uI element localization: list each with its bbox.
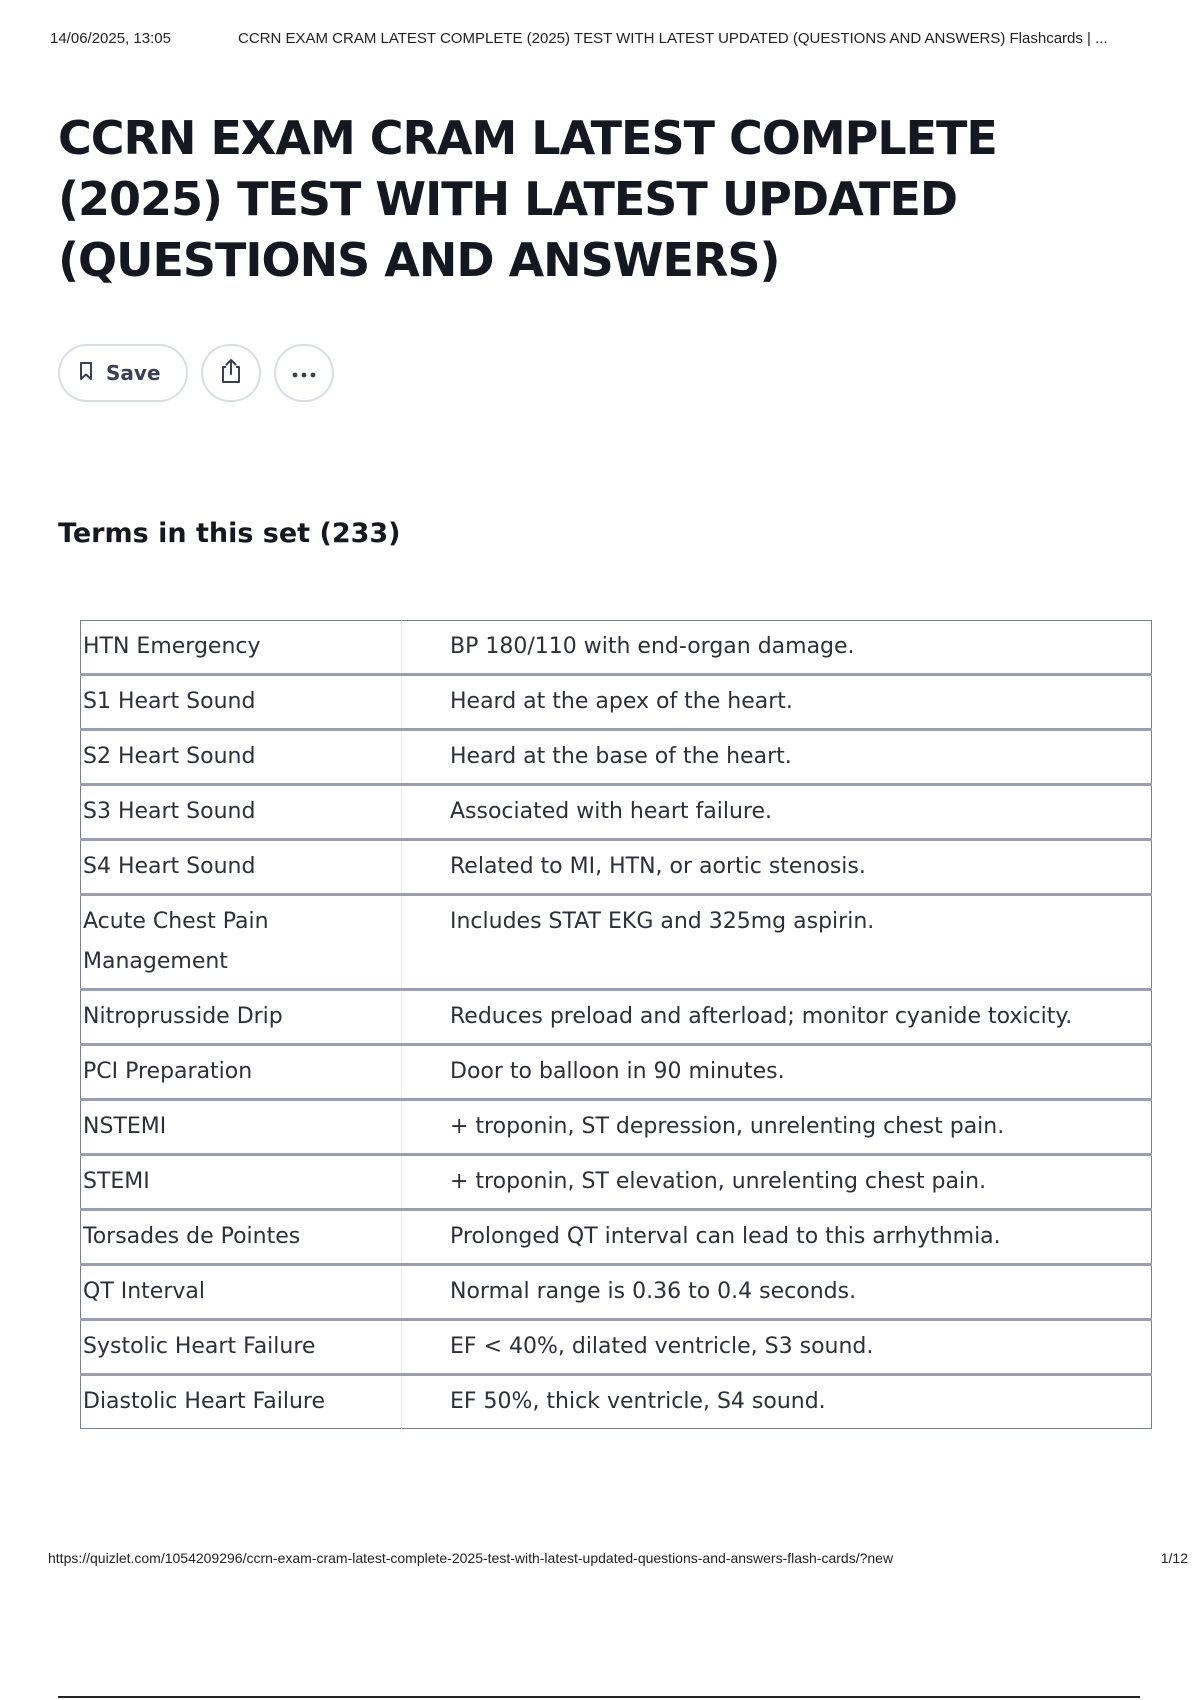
term-cell: S2 Heart Sound bbox=[81, 730, 402, 785]
term-cell: Torsades de Pointes bbox=[81, 1210, 402, 1265]
more-icon bbox=[290, 364, 318, 383]
definition-cell: Related to MI, HTN, or aortic stenosis. bbox=[402, 840, 1152, 895]
print-doc-title: CCRN EXAM CRAM LATEST COMPLETE (2025) TEST WITH LATEST UPDATED (QUESTIONS AND ANSWERS) Flashcards | ... bbox=[238, 30, 1108, 47]
term-cell: STEMI bbox=[81, 1155, 402, 1210]
print-header bbox=[50, 30, 1180, 47]
definition-cell: EF 50%, thick ventricle, S4 sound. bbox=[402, 1375, 1152, 1429]
terms-heading: Terms in this set (233) bbox=[58, 518, 401, 549]
table-row bbox=[81, 1320, 1152, 1375]
table-row bbox=[81, 990, 1152, 1045]
definition-cell: Reduces preload and afterload; monitor cyanide toxicity. bbox=[402, 990, 1152, 1045]
table-row bbox=[81, 1155, 1152, 1210]
term-cell: PCI Preparation bbox=[81, 1045, 402, 1100]
term-cell: S3 Heart Sound bbox=[81, 785, 402, 840]
term-cell: S4 Heart Sound bbox=[81, 840, 402, 895]
print-date: 14/06/2025, 13:05 bbox=[50, 30, 171, 47]
term-cell: Diastolic Heart Failure bbox=[81, 1375, 402, 1429]
table-row bbox=[81, 675, 1152, 730]
definition-cell: EF < 40%, dilated ventricle, S3 sound. bbox=[402, 1320, 1152, 1375]
page-url: https://quizlet.com/1054209296/ccrn-exam-cram-latest-complete-2025-test-with-latest-updated-questions-and-answers-flash-cards/?new bbox=[48, 1550, 894, 1566]
terms-table bbox=[80, 620, 1152, 1429]
table-row bbox=[81, 730, 1152, 785]
save-label: Save bbox=[106, 361, 161, 385]
definition-cell: + troponin, ST elevation, unrelenting chest pain. bbox=[402, 1155, 1152, 1210]
table-row bbox=[81, 1100, 1152, 1155]
table-row bbox=[81, 1375, 1152, 1429]
definition-cell: Associated with heart failure. bbox=[402, 785, 1152, 840]
definition-cell: Includes STAT EKG and 325mg aspirin. bbox=[402, 895, 1152, 990]
definition-cell: Heard at the base of the heart. bbox=[402, 730, 1152, 785]
page-divider bbox=[58, 1696, 1140, 1698]
page-title: CCRN EXAM CRAM LATEST COMPLETE (2025) TEST WITH LATEST UPDATED (QUESTIONS AND ANSWERS) bbox=[58, 111, 997, 287]
term-cell: S1 Heart Sound bbox=[81, 675, 402, 730]
term-cell: Acute Chest Pain Management bbox=[81, 895, 402, 990]
share-icon bbox=[218, 357, 244, 389]
term-cell: Systolic Heart Failure bbox=[81, 1320, 402, 1375]
definition-cell: BP 180/110 with end-organ damage. bbox=[402, 621, 1152, 675]
share-button[interactable] bbox=[201, 344, 261, 402]
print-footer bbox=[48, 1550, 1188, 1566]
table-row bbox=[81, 1210, 1152, 1265]
term-cell: QT Interval bbox=[81, 1265, 402, 1320]
term-cell: Nitroprusside Drip bbox=[81, 990, 402, 1045]
term-cell: NSTEMI bbox=[81, 1100, 402, 1155]
table-row bbox=[81, 1045, 1152, 1100]
save-button[interactable] bbox=[58, 344, 188, 402]
definition-cell: Heard at the apex of the heart. bbox=[402, 675, 1152, 730]
definition-cell: Door to balloon in 90 minutes. bbox=[402, 1045, 1152, 1100]
definition-cell: Prolonged QT interval can lead to this arrhythmia. bbox=[402, 1210, 1152, 1265]
definition-cell: + troponin, ST depression, unrelenting chest pain. bbox=[402, 1100, 1152, 1155]
table-row bbox=[81, 621, 1152, 675]
table-row bbox=[81, 895, 1152, 990]
table-row bbox=[81, 840, 1152, 895]
more-options-button[interactable] bbox=[274, 344, 334, 402]
term-cell: HTN Emergency bbox=[81, 621, 402, 675]
bookmark-icon bbox=[78, 361, 94, 385]
table-row bbox=[81, 785, 1152, 840]
definition-cell: Normal range is 0.36 to 0.4 seconds. bbox=[402, 1265, 1152, 1320]
page-number: 1/12 bbox=[1160, 1550, 1188, 1566]
table-row bbox=[81, 1265, 1152, 1320]
